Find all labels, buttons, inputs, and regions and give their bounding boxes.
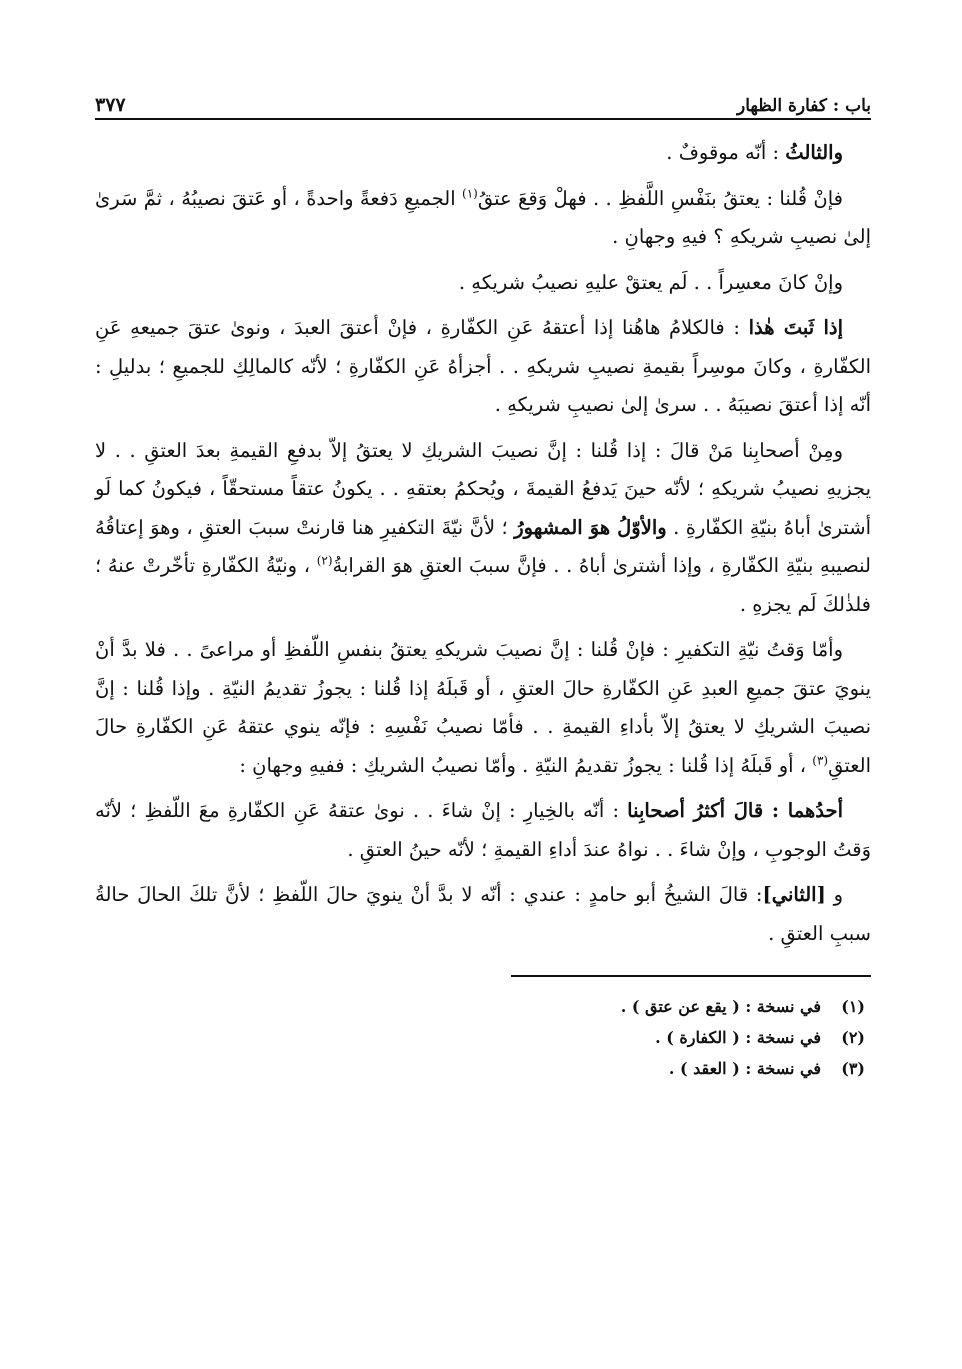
paragraph-text: : قالَ الشيخُ أبو حامدٍ : عندي : أنّه لا بدَّ أنْ ينويَ حالَ اللّفظِ ؛ لأنَّ تلكَ الحالَ حالةُ سببِ العتقِ . [95, 883, 871, 945]
footnote-number: (١) [841, 997, 865, 1016]
page-body [95, 134, 871, 953]
paragraph-text: ؛ لأنَّ نيّةَ التكفيرِ هنا قارنتْ سببَ العتقِ ، وهوَ إعتاقُهُ لنصيبهِ بنيّةِ الكفّارةِ ، وإذا أشترىٰ أباهُ . . فإنَّ سببَ العتقِ هوَ القرابةُ [95, 515, 871, 577]
paragraph-5 [95, 432, 871, 625]
running-title: باب : كفارة الظهار [736, 96, 871, 116]
footnote-marker: (٣) [812, 753, 829, 767]
footnote-marker: (٢) [316, 553, 333, 568]
paragraph-lead: إذا ثَبتَ هٰذا [748, 316, 843, 339]
paragraph-7 [95, 792, 871, 869]
paragraph-1 [95, 134, 871, 173]
paragraph-8 [95, 876, 871, 953]
footnote-item [95, 991, 871, 1022]
paragraph-text: : أنّه بالخِيارِ : إنْ شاءَ . . نوىٰ عتقهُ عَنِ الكفّارةِ معَ اللّفظِ ؛ لأنّه وَقتُ الوجوبِ ، وإنْ شاءَ . . نواهُ عندَ أداءِ القيمةِ ؛ لأنّه حينُ العتقِ . [95, 799, 871, 861]
paragraph-6 [95, 631, 871, 785]
footnote-text: في نسخة : ( العقد ) . [668, 1059, 821, 1078]
paragraph-2 [95, 180, 871, 257]
paragraph-text: وإنْ كانَ معسِراً . . لَم يعتقْ عليهِ نصيبُ شريكهِ . [458, 270, 843, 294]
footnote-number: (٢) [841, 1028, 865, 1047]
paragraph-text: وأمّا وَقتُ نيّةِ التكفيرِ : فإنْ قُلنا : إنَّ نصيبَ شريكهِ يعتقُ بنفسِ اللّفظِ أو مراعىً . . فلا بدَّ أنْ ينويَ عتقَ جميعِ العبدِ عَنِ الكفّارةِ حالَ العتقِ ، أو قَبلَهُ إذا قُلنا : يجوزُ تقديمُ النيّةِ . وإذا قُلنا : إنَّ نصيبَ الشريكِ لا يعتقُ إلاّ بأداءِ القيمةِ . . فأمّا نصيبُ نَفْسِهِ : فإنّه ينوي عتقهُ عَنِ الكفّارةِ حالَ العتقِ [95, 638, 871, 777]
footnotes [95, 991, 871, 1084]
paragraph-bold: والأوّلُ هوَ المشهورُ [514, 515, 667, 539]
paragraph-text: ، أو قَبلَهُ إذا قُلنا : يجوزُ تقديمُ النيّةِ . وأمّا نصيبُ الشريكِ : ففيهِ وجهانِ : [239, 753, 813, 777]
page-header [95, 80, 871, 120]
paragraph-lead: أحدُهما : قالَ أكثرُ أصحابِنا [627, 799, 844, 822]
footnote-text: في نسخة : ( يقع عن عتق ) . [620, 997, 821, 1016]
paragraph-text: الجميعِ دَفعةً واحدةً ، أو عَتقَ نصيبُهُ ، ثمَّ سَرىٰ إلىٰ نصيبِ شريكهِ ؟ فيهِ وجهانِ . [95, 186, 871, 248]
paragraph-text: فإنْ قُلنا : يعتقُ بنَفْسِ اللَّفظِ . . فهلْ وَقعَ عتقُ [477, 186, 843, 210]
book-page [95, 80, 871, 1350]
paragraph-lead: والثالثُ [785, 141, 843, 164]
paragraph-text: ، ونيّةُ الكفّارةِ تأخّرتْ عنهُ ؛ فلذٰلكَ لَم يجزهِ . [95, 554, 871, 616]
footnote-text: في نسخة : ( الكفارة ) . [655, 1028, 821, 1047]
footnote-number: (٣) [841, 1059, 865, 1078]
paragraph-4 [95, 309, 871, 425]
footnote-item [95, 1053, 871, 1084]
paragraph-text: : فالكلامُ هاهُنا إذا أعتقهُ عَنِ الكفّارةِ ، فإنْ أعتقَ العبدَ ، ونوىٰ عتقَ جميعهِ عَنِ الكفّارةِ ، وكانَ موسِراً بقيمةِ نصيبِ شريكهِ . . أجزأهُ عَنِ الكفّارةِ ؛ لأنّه كالمالِكِ للجميعِ ؛ بدليلِ : أنّه إذا أعتقَ نصيبَهُ . . سرىٰ إلىٰ نصيبِ شريكهِ . [95, 316, 871, 416]
page-number: ٣٧٧ [95, 94, 126, 116]
paragraph-text: : أنّه موقوفٌ . [666, 141, 786, 164]
footnote-marker: (١) [462, 186, 478, 200]
paragraph-bold: [الثاني] [762, 883, 826, 906]
footnote-item [95, 1022, 871, 1053]
paragraph-3 [95, 264, 871, 303]
paragraph-text: ومِنْ أصحابِنا مَنْ قالَ : إذا قُلنا : إنَّ نصيبَ الشريكِ لا يعتقُ إلاّ بدفعِ القيمةِ بعدَ العتقِ . . لا يجزيهِ نصيبُ شريكهِ ؛ لأنّه حينَ يَدفعُ القيمةَ ، ويُحكمُ بعتقهِ . . يكونُ عتقاً مستحقّاً ، فيكونُ كما لَو أشترىٰ أباهُ بنيّةِ الكفّارةِ . [95, 438, 871, 539]
footnote-separator [511, 975, 871, 977]
paragraph-text: و [825, 883, 843, 906]
